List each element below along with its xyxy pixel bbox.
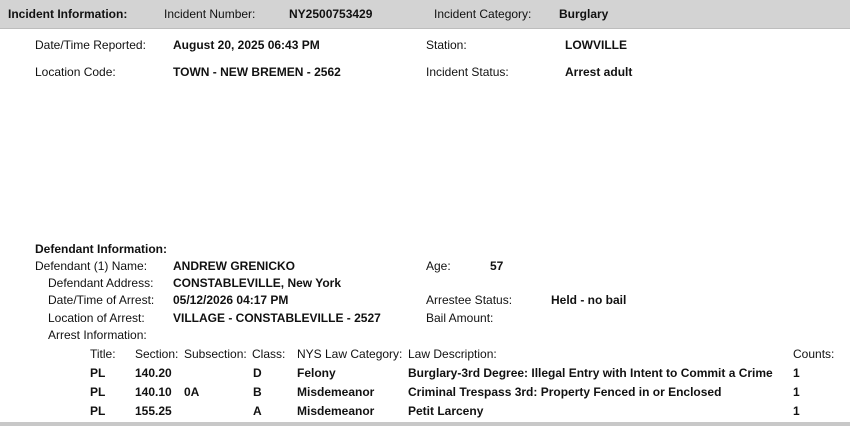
incident-number-label: Incident Number: <box>164 7 256 21</box>
arrest-time-label: Date/Time of Arrest: <box>48 293 155 307</box>
incident-number-value: NY2500753429 <box>289 7 373 21</box>
age-label: Age: <box>426 259 451 273</box>
defendant-name-label: Defendant (1) Name: <box>35 259 148 273</box>
cell-title: PL <box>90 385 106 399</box>
arrest-location-value: VILLAGE - CONSTABLEVILLE - 2527 <box>173 311 381 325</box>
incident-info-title: Incident Information: <box>8 7 128 21</box>
station-label: Station: <box>426 38 467 52</box>
incident-status-value: Arrest adult <box>565 65 633 79</box>
cell-class: B <box>253 385 262 399</box>
reported-value: August 20, 2025 06:43 PM <box>173 38 320 52</box>
arrest-location-label: Location of Arrest: <box>48 311 145 325</box>
defendant-section-title: Defendant Information: <box>35 242 167 256</box>
col-header-counts: Counts: <box>793 347 835 361</box>
cell-counts: 1 <box>793 404 800 418</box>
bail-amount-label: Bail Amount: <box>426 311 494 325</box>
cell-category: Felony <box>297 366 336 380</box>
page-bottom-divider <box>0 422 850 426</box>
col-header-description: Law Description: <box>408 347 497 361</box>
cell-title: PL <box>90 404 106 418</box>
cell-category: Misdemeanor <box>297 385 375 399</box>
station-value: LOWVILLE <box>565 38 627 52</box>
cell-section: 140.10 <box>135 385 172 399</box>
cell-class: A <box>253 404 262 418</box>
col-header-title: Title: <box>90 347 116 361</box>
cell-category: Misdemeanor <box>297 404 375 418</box>
defendant-address-value: CONSTABLEVILLE, New York <box>173 276 342 290</box>
defendant-address-label: Defendant Address: <box>48 276 154 290</box>
cell-title: PL <box>90 366 106 380</box>
cell-section: 140.20 <box>135 366 172 380</box>
cell-section: 155.25 <box>135 404 172 418</box>
location-code-label: Location Code: <box>35 65 116 79</box>
col-header-class: Class: <box>252 347 286 361</box>
cell-description: Petit Larceny <box>408 404 484 418</box>
arrest-time-value: 05/12/2026 04:17 PM <box>173 293 289 307</box>
incident-category-value: Burglary <box>559 7 609 21</box>
reported-label: Date/Time Reported: <box>35 38 146 52</box>
cell-description: Criminal Trespass 3rd: Property Fenced in or Enclosed <box>408 385 722 399</box>
cell-counts: 1 <box>793 385 800 399</box>
cell-class: D <box>253 366 262 380</box>
incident-status-label: Incident Status: <box>426 65 509 79</box>
arrest-info-label: Arrest Information: <box>48 328 147 342</box>
cell-subsection: 0A <box>184 385 200 399</box>
age-value: 57 <box>490 259 504 273</box>
col-header-category: NYS Law Category: <box>297 347 403 361</box>
incident-category-label: Incident Category: <box>434 7 532 21</box>
arrestee-status-label: Arrestee Status: <box>426 293 513 307</box>
cell-description: Burglary-3rd Degree: Illegal Entry with Intent to Commit a Crime <box>408 366 773 380</box>
arrestee-status-value: Held - no bail <box>551 293 627 307</box>
defendant-name-value: ANDREW GRENICKO <box>173 259 295 273</box>
incident-header-bar <box>0 0 850 29</box>
cell-counts: 1 <box>793 366 800 380</box>
location-code-value: TOWN - NEW BREMEN - 2562 <box>173 65 341 79</box>
col-header-section: Section: <box>135 347 179 361</box>
col-header-subsection: Subsection: <box>184 347 247 361</box>
